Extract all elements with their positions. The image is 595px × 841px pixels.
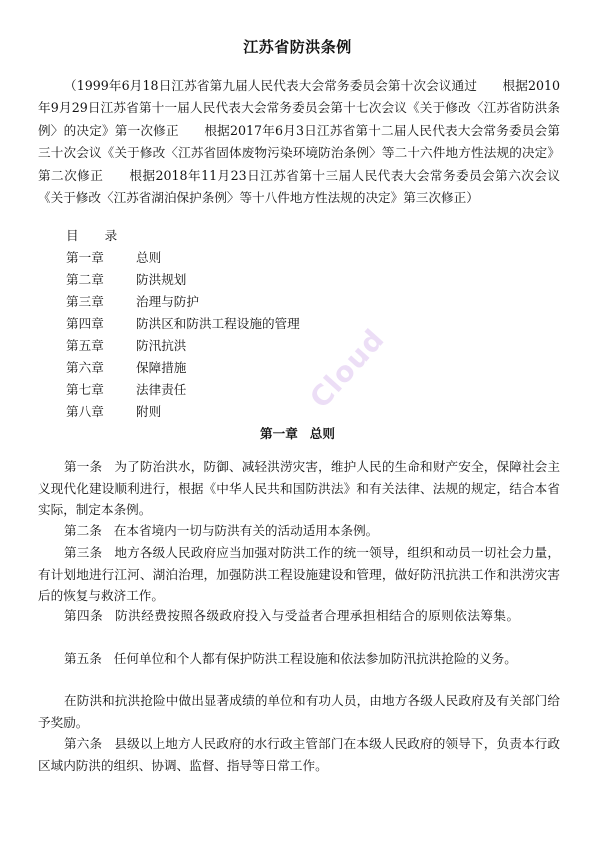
article-paragraph bbox=[38, 542, 560, 607]
article-text: 防洪经费按照各级政府投入与受益者合理承担相结合的原则依法筹集。 bbox=[115, 608, 520, 623]
toc-chapter-name: 附则 bbox=[136, 404, 162, 419]
toc-item[interactable] bbox=[66, 247, 300, 269]
article-text: 地方各级人民政府应当加强对防洪工作的统一领导，组织和动员一切社会力量，有计划地进行江河、湖泊治理，加强防洪工程设施建设和管理，做好防汛抗洪工作和洪涝灾害后的恢复与救济工作。 bbox=[38, 545, 561, 603]
toc-item[interactable] bbox=[66, 313, 300, 335]
toc-chapter-name: 防洪区和防洪工程设施的管理 bbox=[136, 316, 300, 331]
toc-heading bbox=[66, 228, 117, 244]
toc-item[interactable] bbox=[66, 401, 300, 423]
toc-item[interactable] bbox=[66, 291, 300, 313]
document-title: 江苏省防洪条例 bbox=[243, 38, 352, 56]
toc-chapter-number: 第二章 bbox=[66, 272, 104, 287]
toc-item[interactable] bbox=[66, 357, 300, 379]
toc-chapter-number: 第七章 bbox=[66, 382, 104, 397]
toc-chapter-number: 第六章 bbox=[66, 360, 104, 375]
article-label: 第三条 bbox=[64, 545, 103, 560]
article-paragraph bbox=[38, 605, 560, 627]
toc-chapter-name: 总则 bbox=[136, 250, 162, 265]
article-paragraph bbox=[38, 520, 560, 542]
article-paragraph bbox=[38, 648, 560, 670]
chapter-heading bbox=[0, 426, 595, 442]
toc-chapter-name: 治理与防护 bbox=[136, 294, 199, 309]
chapter-number: 第一章 bbox=[260, 426, 298, 441]
article-text: 任何单位和个人都有保护防洪工程设施和依法参加防汛抗洪抢险的义务。 bbox=[113, 651, 517, 666]
article-paragraph bbox=[38, 456, 560, 521]
article-paragraph bbox=[38, 733, 560, 776]
toc-chapter-number: 第五章 bbox=[66, 338, 104, 353]
article-label: 第四条 bbox=[64, 608, 104, 623]
article-text: 县级以上地方人民政府的水行政主管部门在本级人民政府的领导下，负责本行政区域内防洪的组织、协调、监督、指导等日常工作。 bbox=[38, 736, 561, 773]
toc-item[interactable] bbox=[66, 269, 300, 291]
chapter-name: 总则 bbox=[309, 426, 335, 441]
article-text: 在防洪和抗洪抢险中做出显著成绩的单位和有功人员，由地方各级人民政府及有关部门给予奖励。 bbox=[38, 693, 560, 730]
article-label: 第五条 bbox=[64, 651, 102, 666]
article-text: 为了防治洪水，防御、减轻洪涝灾害，维护人民的生命和财产安全，保障社会主义现代化建设顺利进行，根据《中华人民共和国防洪法》和有关法律、法规的规定，结合本省实际，制定本条例。 bbox=[38, 459, 561, 517]
article-text: 在本省境内一切与防洪有关的活动适用本条例。 bbox=[113, 523, 379, 538]
watermark: Cloud bbox=[303, 322, 392, 415]
article-label: 第一条 bbox=[64, 459, 103, 474]
table-of-contents bbox=[66, 247, 300, 423]
toc-heading-left: 目 bbox=[66, 228, 79, 243]
toc-heading-right: 录 bbox=[104, 228, 118, 243]
article-paragraph bbox=[38, 690, 560, 733]
toc-chapter-number: 第一章 bbox=[66, 250, 104, 265]
toc-chapter-number: 第三章 bbox=[66, 294, 104, 309]
toc-item[interactable] bbox=[66, 379, 300, 401]
toc-chapter-name: 法律责任 bbox=[136, 382, 187, 397]
toc-item[interactable] bbox=[66, 335, 300, 357]
article-label: 第二条 bbox=[64, 523, 102, 538]
toc-chapter-number: 第四章 bbox=[66, 316, 104, 331]
toc-chapter-number: 第八章 bbox=[66, 404, 104, 419]
amendment-history: （1999年6月18日江苏省第九届人民代表大会常务委员会第十次会议通过 根据2010年9月29日江苏省第十一届人民代表大会常务委员会第十七次会议《关于修改〈江苏省防洪条例〉的决定》第一次修正 根据2017年6月3日江苏省第十二届人民代表大会常务委员会第三十次会议《关于修改〈江苏省固体废物污染环境防治条例〉等二十六件地方性法规的决定》第二次修正 根据2018年11月23日江苏省第十三届人民代表大会常务委员会第六次会议《关于修改〈江苏省湖泊保护条例〉等十八件地方性法规的决定》第三次修正） bbox=[38, 77, 560, 206]
toc-chapter-name: 防汛抗洪 bbox=[136, 338, 187, 353]
toc-chapter-name: 保障措施 bbox=[136, 360, 187, 375]
toc-chapter-name: 防洪规划 bbox=[136, 272, 187, 287]
article-label: 第六条 bbox=[64, 736, 103, 751]
